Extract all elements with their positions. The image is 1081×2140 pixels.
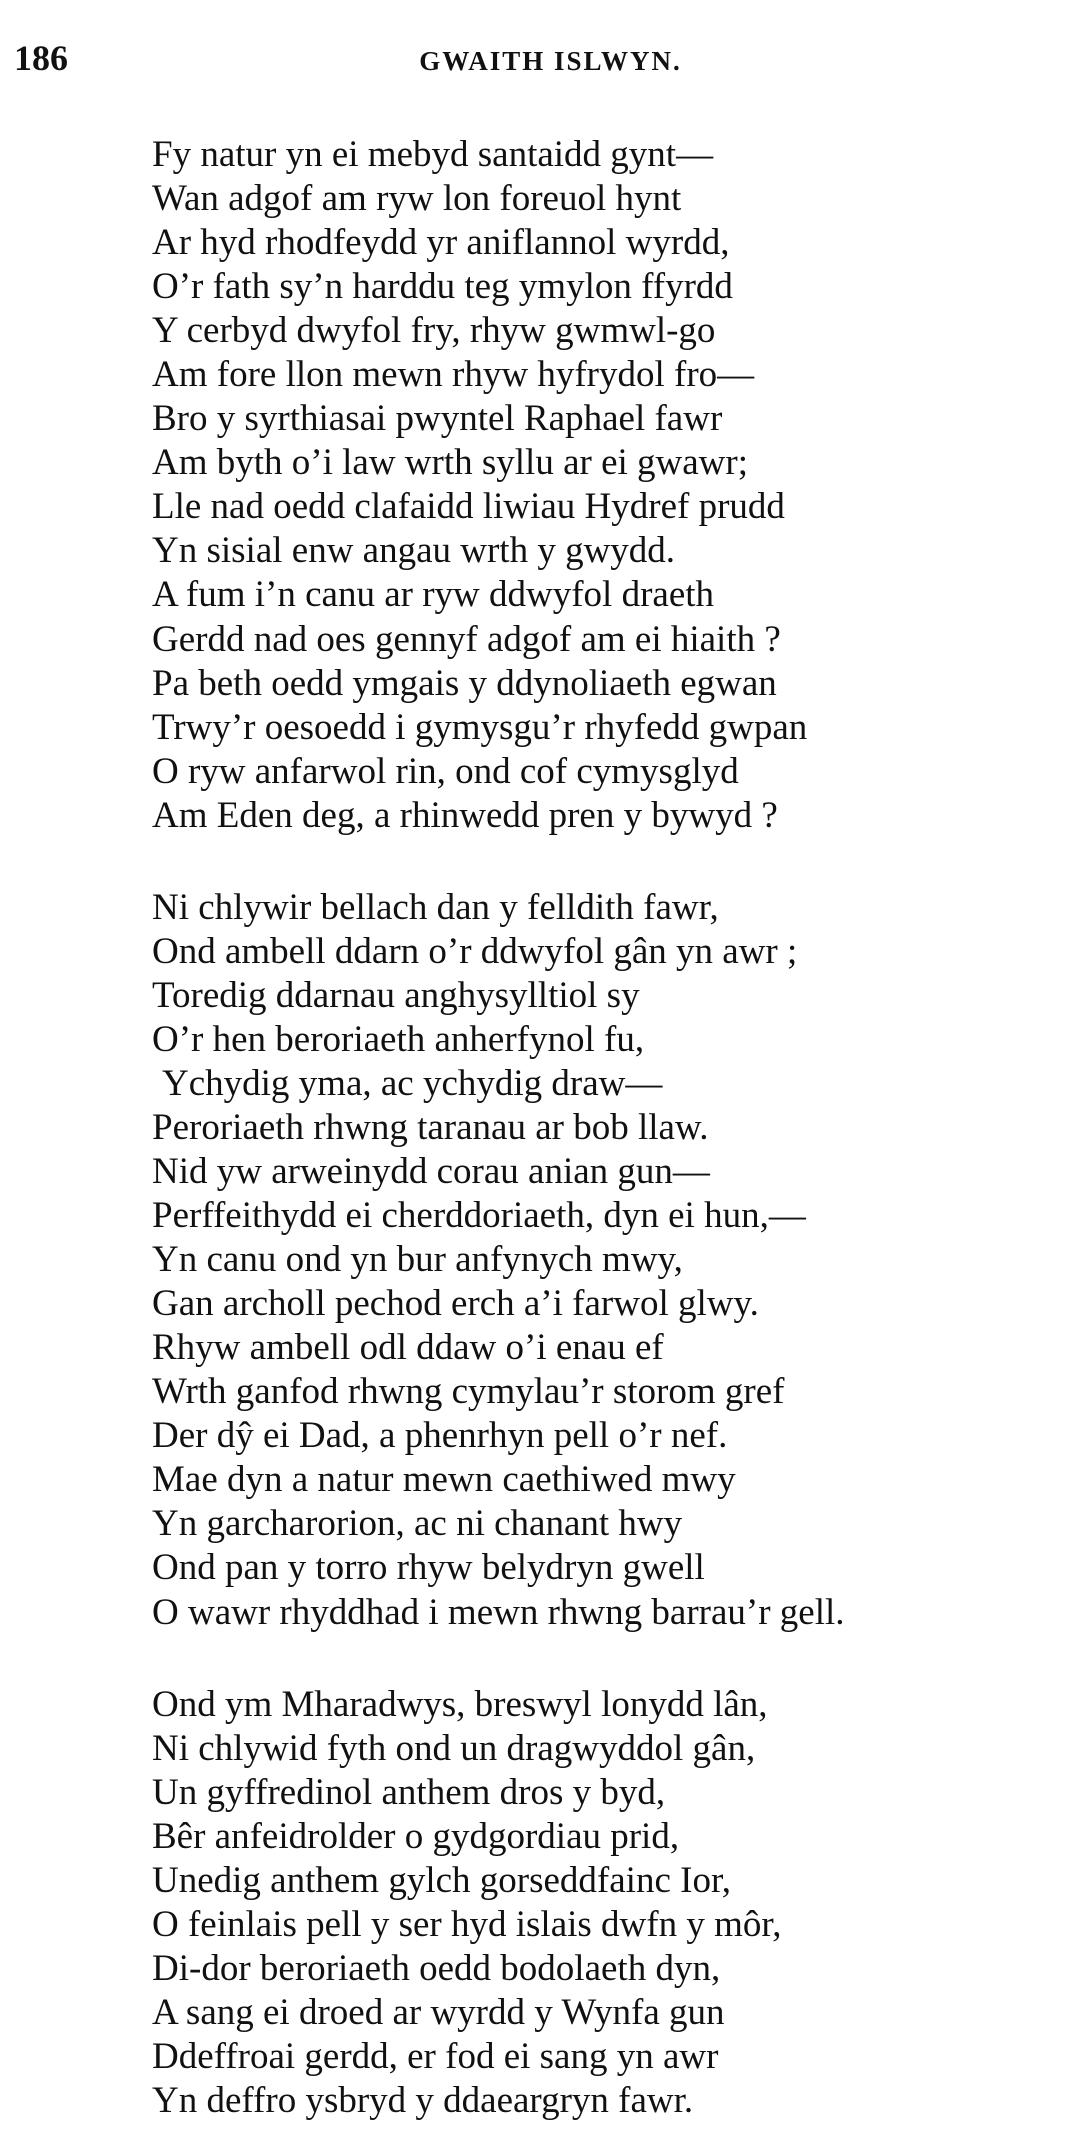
poem-line: Mae dyn a natur mewn caethiwed mwy [152,1459,736,1501]
poem-line: Ychydig yma, ac ychydig draw— [162,1062,663,1104]
poem-line: Trwy’r oesoedd i gymysgu’r rhyfedd gwpan [152,706,808,748]
poem-body [152,133,845,2123]
poem-line: Fy natur yn ei mebyd santaidd gynt— [152,134,714,175]
poem-line: Ond ambell ddarn o’r ddwyfol gân yn awr ; [152,930,798,972]
poem-line: A sang ei droed ar wyrdd y Wynfa gun [152,1991,725,2033]
poem-line: Un gyffredinol anthem dros y byd, [152,1771,666,1813]
poem-line: Am Eden deg, a rhinwedd pren y bywyd ? [152,794,778,836]
poem-line: Der dŷ ei Dad, a phenrhyn pell o’r nef. [152,1415,728,1457]
poem-line: Wan adgof am ryw lon foreuol hynt [152,178,682,220]
stanza-2 [152,886,845,1635]
poem-line: Ni chlywir bellach dan y felldith fawr, [152,886,719,928]
poem-line: Wrth ganfod rhwng cymylau’r storom gref [152,1371,785,1413]
poem-line: O’r fath sy’n harddu teg ymylon ffyrdd [152,266,733,308]
poem-line: Ddeffroai gerdd, er fod ei sang yn awr [152,2035,719,2077]
poem-line: Gerdd nad oes gennyf adgof am ei hiaith ? [152,618,781,660]
poem-line: Yn garcharorion, ac ni chanant hwy [152,1503,683,1545]
poem-line: Gan archoll pechod erch a’i farwol glwy. [152,1283,759,1325]
poem-line: Ond pan y torro rhyw belydryn gwell [152,1547,705,1589]
poem-line: Di-dor beroriaeth oedd bodolaeth dyn, [152,1947,721,1989]
poem-line: Yn canu ond yn bur anfynych mwy, [152,1239,683,1281]
poem-line: Peroriaeth rhwng taranau ar bob llaw. [152,1106,709,1148]
poem-line: O feinlais pell y ser hyd islais dwfn y môr, [152,1903,782,1945]
poem-line: Perffeithydd ei cherddoriaeth, dyn ei hun,— [152,1195,806,1237]
poem-line: Ond ym Mharadwys, breswyl lonydd lân, [152,1683,768,1725]
poem-line: Lle nad oedd clafaidd liwiau Hydref prudd [152,486,785,528]
poem-line: Yn sisial enw angau wrth y gwydd. [152,530,676,572]
poem-line: Nid yw arweinydd corau anian gun— [152,1151,710,1193]
poem-line: Bro y syrthiasai pwyntel Raphael fawr [152,398,723,440]
poem-line: Ar hyd rhodfeydd yr aniflannol wyrdd, [152,222,730,264]
poem-line: Unedig anthem gylch gorseddfainc Ior, [152,1859,732,1901]
poem-line: Pa beth oedd ymgais y ddynoliaeth egwan [152,662,777,704]
poem-line: Am fore llon mewn rhyw hyfrydol fro— [152,354,755,396]
poem-line: Toredig ddarnau anghysylltiol sy [152,974,640,1016]
poem-line: Y cerbyd dwyfol fry, rhyw gwmwl-go [152,310,716,352]
page-number: 186 [14,38,68,78]
poem-line: O wawr rhyddhad i mewn rhwng barrau’r gell. [152,1591,845,1633]
poem-line: A fum i’n canu ar ryw ddwyfol draeth [152,574,715,616]
poem-line: Bêr anfeidrolder o gydgordiau prid, [152,1815,680,1857]
poem-line: Am byth o’i law wrth syllu ar ei gwawr; [152,442,748,484]
poem-line: O ryw anfarwol rin, ond cof cymysglyd [152,750,739,792]
poem-line: Ni chlywid fyth ond un dragwyddol gân, [152,1727,756,1769]
poem-line: O’r hen beroriaeth anherfynol fu, [152,1018,645,1060]
running-title: GWAITH ISLWYN. [419,46,682,76]
stanza-1 [152,133,845,838]
poem-line: Rhyw ambell odl ddaw o’i enau ef [152,1327,664,1369]
stanza-3 [152,1683,845,2123]
poem-line: Yn deffro ysbryd y ddaeargryn fawr. [152,2079,694,2121]
